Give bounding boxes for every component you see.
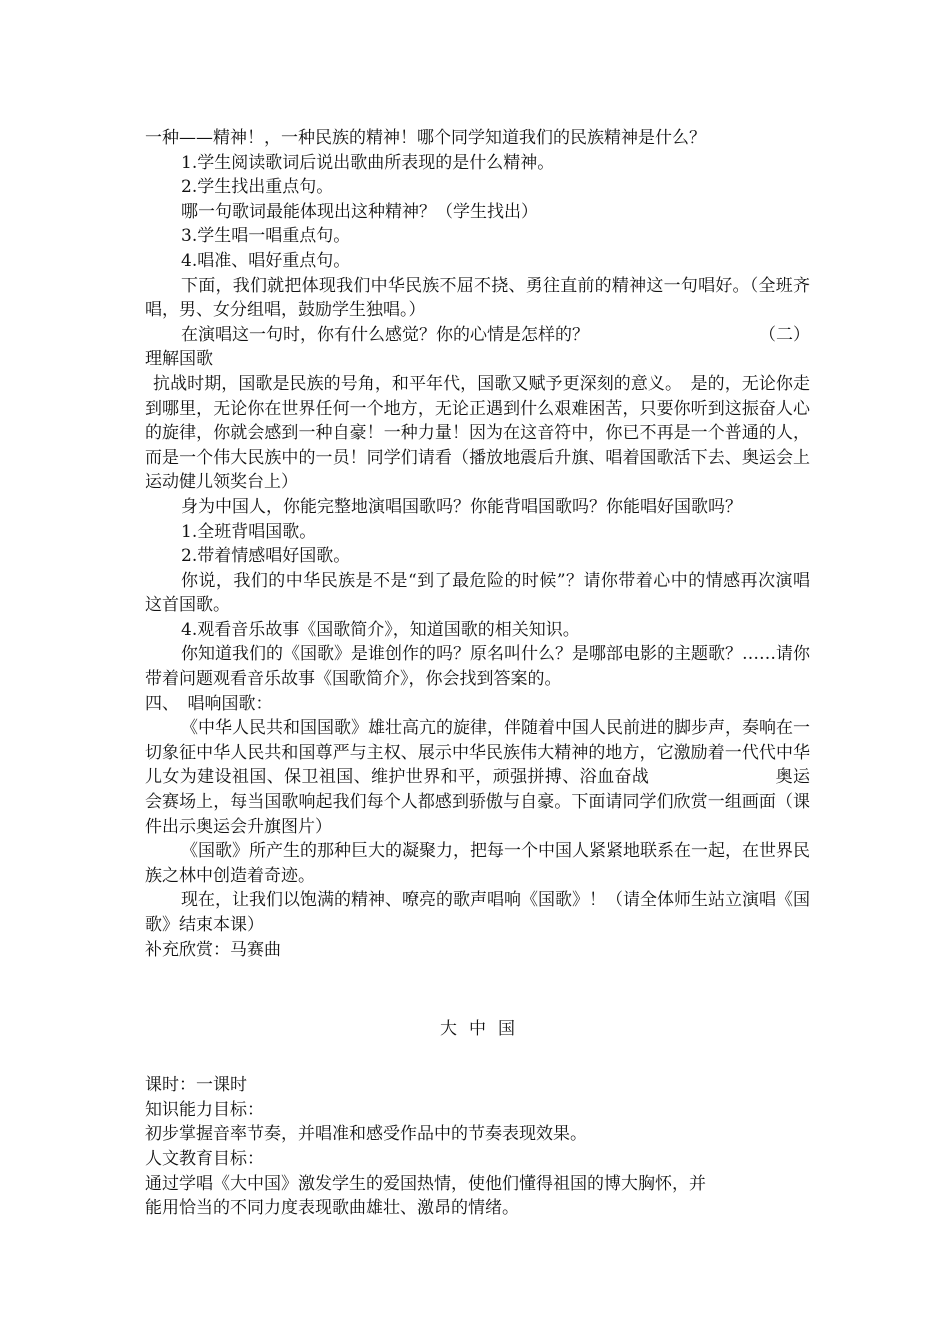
- lesson-duration: 课时：一课时: [145, 1075, 247, 1096]
- feeling-question: 在演唱这一句时，你有什么感觉？你的心情是怎样的？: [181, 324, 589, 345]
- paragraph-most-dangerous: 你说，我们的中华民族是不是“到了最危险的时候”？请你带着心中的情感再次演唱这首国歌。: [145, 570, 810, 616]
- step-watch-story: 4.观看音乐故事《国歌简介》，知道国歌的相关知识。: [181, 619, 580, 640]
- knowledge-goal-heading: 知识能力目标：: [145, 1099, 264, 1120]
- step-find-key-sentence: 2.学生找出重点句。: [181, 177, 334, 198]
- humanistic-goal-text-line1: 通过学唱《大中国》激发学生的爱国热情，使他们懂得祖国的博大胸怀，并: [145, 1173, 706, 1194]
- step-sing-well: 4.唱准、唱好重点句。: [181, 250, 351, 271]
- step-sing-with-emotion: 2.带着情感唱好国歌。: [181, 546, 351, 567]
- step-sing-key-sentence: 3.学生唱一唱重点句。: [181, 226, 351, 247]
- paragraph-cohesion: 《国歌》所产生的那种巨大的凝聚力，把每一个中国人紧紧地联系在一起，在世界民族之林中创造着奇迹。: [145, 841, 810, 886]
- heading-understand-anthem: 理解国歌: [145, 349, 213, 370]
- paragraph-now-sing: 现在，让我们以饱满的精神、嘹亮的歌声唱响《国歌》！（请全体师生站立演唱《国歌》结束本课）: [145, 890, 810, 935]
- heading-sing-anthem: 四、 唱响国歌：: [145, 693, 273, 714]
- step-recite-anthem: 1.全班背唱国歌。: [181, 521, 317, 542]
- paragraph-who-created: 你知道我们的《国歌》是谁创作的吗？原名叫什么？是哪部电影的主题歌？……请你带着问题观看音乐故事《国歌简介》，你会找到答案的。: [145, 644, 810, 690]
- document-page: [145, 126, 810, 1221]
- question-which-lyric: 哪一句歌词最能体现出这种精神？（学生找出）: [181, 201, 538, 222]
- supplementary-appreciation: 补充欣赏：马赛曲: [145, 939, 281, 960]
- knowledge-goal-text: 初步掌握音率节奏，并唱准和感受作品中的节奏表现效果。: [145, 1124, 587, 1145]
- paragraph-wartime: 抗战时期，国歌是民族的号角，和平年代，国歌又赋予更深刻的意义。 是的，无论你走到哪里，无论你在世界任何一个地方，无论正遇到什么艰难困苦，只要你听到这振奋人心的旋律，你就会感到一种自豪！一种力量！因为在这音符中，你已不再是一个普通的人，而是一个伟大民族中的一员！同学们请看（播放地震后升旗、唱着国歌活下去、奥运会上运动健儿领奖台上）: [145, 373, 810, 493]
- humanistic-goal-text-line2: 能用恰当的不同力度表现歌曲雄壮、激昂的情绪。: [145, 1198, 519, 1219]
- paragraph-as-chinese: 身为中国人，你能完整地演唱国歌吗？你能背唱国歌吗？你能唱好国歌吗？: [181, 496, 742, 517]
- paragraph-olympic-text: 奥运会赛场上，每当国歌响起我们每个人都感到骄傲与自豪。下面请同学们欣赏一组画面（课件出示奥运会升旗图片）: [145, 767, 811, 837]
- feeling-question-row: [145, 323, 810, 348]
- paragraph-sing-spirit: 下面，我们就把体现我们中华民族不屈不挠、勇往直前的精神这一句唱好。（全班齐唱，男、女分组唱，鼓励学生独唱。）: [145, 275, 810, 321]
- humanistic-goal-heading: 人文教育目标：: [145, 1148, 264, 1169]
- paragraph-national-spirit: 一种——精神！，一种民族的精神！哪个同学知道我们的民族精神是什么？: [145, 128, 706, 148]
- paragraph-anthem-melody-text: 《中华人民共和国国歌》雄壮高亢的旋律，伴随着中国人民前进的脚步声，奏响在一切象征中华人民共和国尊严与主权、展示中华民族伟大精神的地方，它激励着一代代中华儿女为建设祖国、保卫祖国、维护世界和平，顽强拼搏、浴血奋战: [145, 718, 810, 788]
- paragraph-anthem-melody: [145, 716, 810, 839]
- section-number-two: （二）: [759, 324, 810, 345]
- lesson-title: 大中国: [440, 1019, 527, 1040]
- step-read-lyrics: 1.学生阅读歌词后说出歌曲所表现的是什么精神。: [181, 152, 555, 173]
